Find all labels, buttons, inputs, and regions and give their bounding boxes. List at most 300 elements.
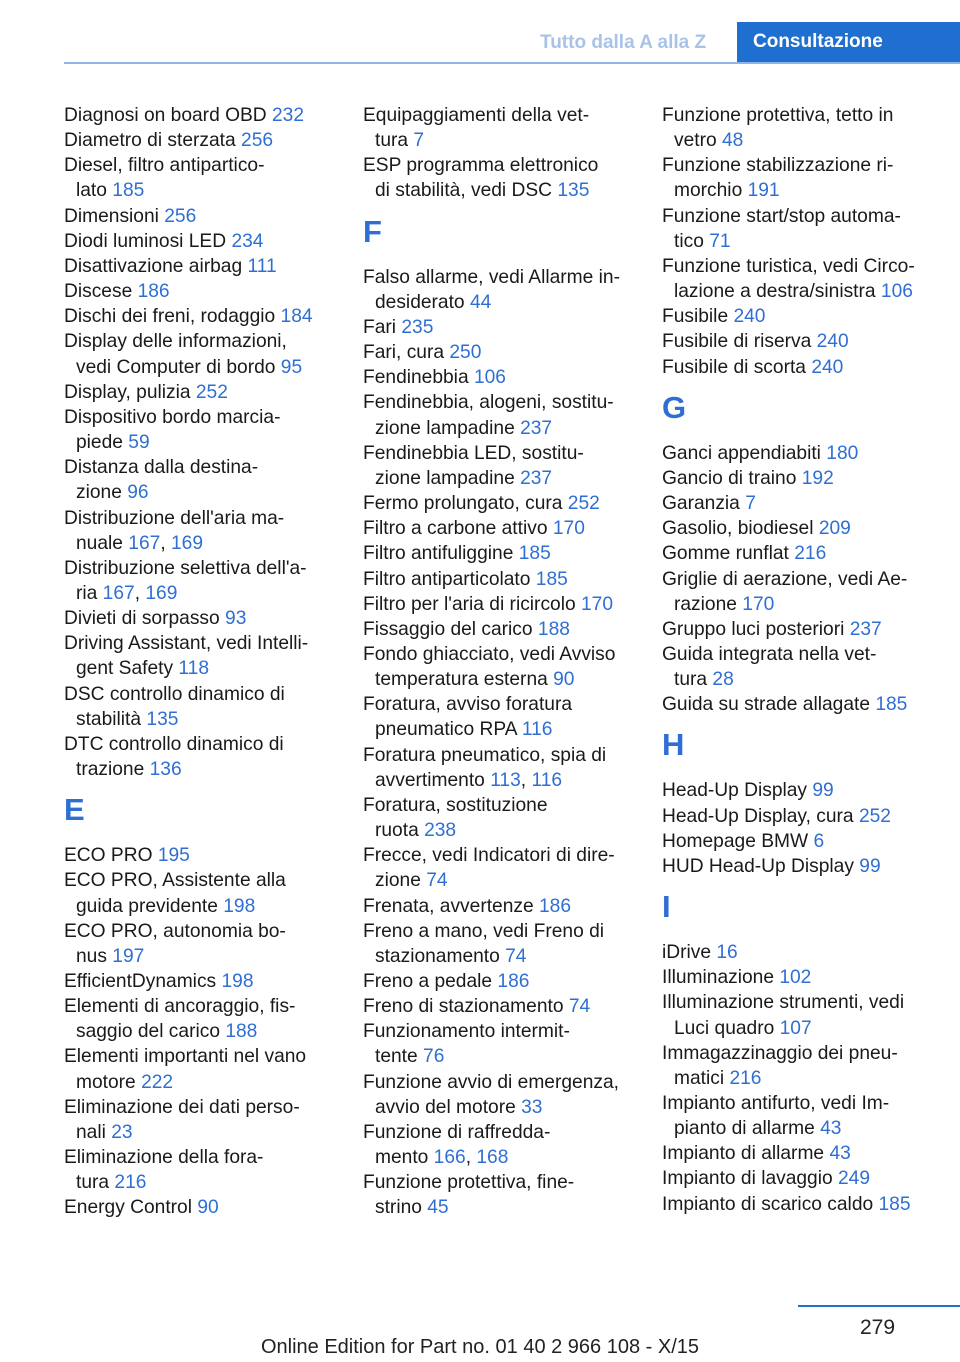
entry-term: Discese: [64, 281, 133, 303]
index-entry: [64, 682, 344, 732]
index-entry: [662, 692, 952, 717]
page-number: 279: [860, 1316, 896, 1339]
footer-divider: [798, 1305, 960, 1307]
page-reference-link[interactable]: 96: [127, 482, 149, 504]
entry-term: tura: [76, 1172, 110, 1194]
entry-term: Distribuzione selettiva dell'a-: [64, 557, 307, 579]
index-entry: [64, 204, 344, 229]
page-reference-link[interactable]: 106: [473, 367, 506, 389]
page-reference-link[interactable]: 102: [779, 967, 812, 989]
index-entry: [662, 153, 952, 203]
entry-term: Gomme runflat: [662, 543, 789, 565]
index-entry: [662, 642, 952, 692]
page-reference-link[interactable]: 237: [520, 417, 553, 439]
entry-term: lato: [76, 180, 107, 202]
page-reference-link[interactable]: 252: [858, 805, 891, 827]
page-reference-link[interactable]: 74: [568, 996, 591, 1018]
page-reference-link[interactable]: 74: [426, 870, 448, 892]
page-reference-link[interactable]: 240: [816, 331, 849, 353]
page-reference-link[interactable]: 76: [423, 1046, 445, 1068]
entry-term: Fissaggio del carico: [363, 618, 533, 640]
entry-term: Dischi dei freni, rodaggio: [64, 306, 276, 328]
entry-term: Fermo prolungato, cura: [363, 493, 563, 515]
index-entry: [363, 1170, 643, 1220]
page-reference-link[interactable]: 48: [722, 130, 744, 152]
entry-term: DTC controllo dinamico di: [64, 733, 284, 755]
entry-term: Garanzia: [662, 493, 740, 515]
entry-term: Fendinebbia, alogeni, sostitu-: [363, 392, 614, 414]
page-reference-link[interactable]: 170: [552, 518, 585, 540]
entry-term: mento: [375, 1147, 429, 1169]
index-entry: Distribuzione selettiva dell'a- ria 167, 169: [64, 557, 307, 604]
index-entry: [363, 692, 643, 742]
entry-term: Dispositivo bordo marcia-: [64, 406, 281, 428]
page-reference-link[interactable]: 237: [849, 618, 882, 640]
entry-term: Foratura pneumatico, spia di: [363, 744, 607, 766]
entry-term: Freno di stazionamento: [363, 996, 564, 1018]
index-entry: [363, 919, 643, 969]
index-entry: Funzione di raffredda- mento 166, 168: [363, 1121, 551, 1169]
page-reference-link[interactable]: 107: [779, 1017, 812, 1039]
index-entry: [363, 1070, 643, 1120]
entry-term: morchio: [674, 180, 743, 202]
page-reference-link[interactable]: 90: [553, 669, 575, 691]
index-entry: [64, 304, 344, 329]
index-letter-heading: G: [662, 389, 687, 425]
index-entry: [363, 265, 643, 315]
index-entry: [662, 355, 952, 380]
page-reference-link[interactable]: 43: [820, 1118, 842, 1140]
page-reference-link[interactable]: 192: [801, 467, 834, 489]
entry-term: gent Safety: [76, 658, 174, 680]
entry-term: Fari: [363, 316, 397, 338]
entry-term: lazione a destra/sinistra: [674, 281, 876, 303]
page-reference-link[interactable]: 235: [401, 316, 434, 338]
index-entry: [64, 405, 344, 455]
page-reference-link[interactable]: 135: [557, 180, 590, 202]
entry-term: Funzionamento intermit-: [363, 1021, 570, 1043]
entry-term: guida previdente: [76, 895, 218, 917]
index-entry: [662, 854, 952, 879]
page-reference-link[interactable]: 252: [567, 493, 600, 515]
page-reference-link[interactable]: 185: [878, 1193, 911, 1215]
page-reference-link[interactable]: 170: [742, 593, 775, 615]
index-entry: [662, 1192, 952, 1217]
index-entry: [64, 153, 344, 203]
page-reference-link[interactable]: 116: [531, 769, 563, 791]
page-reference-link[interactable]: 28: [712, 669, 734, 691]
index-entry: [64, 380, 344, 405]
entry-term: desiderato: [375, 291, 465, 313]
entry-term: Funzione start/stop automa-: [662, 205, 901, 227]
index-column-3: [662, 103, 952, 1217]
page-reference-link[interactable]: 216: [794, 543, 827, 565]
entry-term: stabilità: [76, 708, 142, 730]
page-reference-link[interactable]: 116: [521, 719, 553, 741]
page-reference-link[interactable]: 44: [469, 291, 492, 313]
page-reference-link[interactable]: 113: [490, 769, 521, 791]
entry-term: Filtro antifuliggine: [363, 543, 514, 565]
index-entry: [64, 631, 344, 681]
index-entry: [662, 304, 952, 329]
page-header: [0, 22, 960, 62]
index-entry: [662, 466, 952, 491]
index-entry: [363, 103, 643, 153]
entry-term: trazione: [76, 759, 145, 781]
page-reference-link[interactable]: 216: [114, 1172, 147, 1194]
page-reference-link[interactable]: 249: [838, 1168, 871, 1190]
entry-term: di stabilità, vedi DSC: [375, 180, 553, 202]
page-reference-link[interactable]: 6: [813, 830, 825, 852]
entry-term: Eliminazione dei dati perso-: [64, 1096, 300, 1118]
entry-term: Illuminazione: [662, 967, 774, 989]
entry-term: Ganci appendiabiti: [662, 442, 821, 464]
index-entry: [363, 441, 643, 491]
entry-term: Elementi di ancoraggio, fis-: [64, 996, 296, 1018]
entry-term: temperatura esterna: [375, 669, 548, 691]
entry-term: Diesel, filtro antipartico-: [64, 155, 265, 177]
entry-term: Energy Control: [64, 1197, 192, 1219]
entry-term: Elementi importanti nel vano: [64, 1046, 307, 1068]
page-reference-link[interactable]: 74: [505, 945, 527, 967]
index-entry: [64, 1145, 344, 1195]
entry-term: Frecce, vedi Indicatori di dire-: [363, 845, 615, 867]
page-reference-link[interactable]: 185: [112, 180, 145, 202]
entry-term: saggio del carico: [76, 1021, 220, 1043]
entry-term: pneumatico RPA: [375, 719, 517, 741]
entry-term: Display delle informazioni,: [64, 331, 287, 353]
entry-term: Fendinebbia: [363, 367, 469, 389]
page-reference-link[interactable]: 188: [537, 618, 570, 640]
entry-term: HUD Head-Up Display: [662, 855, 854, 877]
entry-term: strino: [375, 1197, 422, 1219]
entry-term: Fusibile: [662, 306, 729, 328]
index-column-2: [363, 103, 643, 1221]
index-letter-heading: E: [64, 792, 85, 828]
index-entry: [363, 516, 643, 541]
page-reference-link[interactable]: 7: [413, 130, 425, 152]
page-reference-link[interactable]: 170: [581, 593, 614, 615]
entry-term: Falso allarme, vedi Allarme in-: [363, 266, 620, 288]
entry-term: Divieti di sorpasso: [64, 608, 220, 630]
entry-term: Impianto di lavaggio: [662, 1168, 833, 1190]
entry-term: Gruppo luci posteriori: [662, 618, 845, 640]
entry-term: Diagnosi on board OBD: [64, 105, 267, 126]
page-reference-link[interactable]: 185: [518, 543, 551, 565]
entry-term: Luci quadro: [674, 1017, 775, 1039]
index-letter-heading: H: [662, 727, 685, 763]
page-reference-link[interactable]: 256: [241, 130, 274, 152]
index-entry: [363, 843, 643, 893]
entry-term: Foratura, avviso foratura: [363, 694, 573, 716]
entry-term: Distribuzione dell'aria ma-: [64, 507, 285, 529]
index-entry: [363, 153, 643, 203]
entry-term: Diodi luminosi LED: [64, 230, 227, 252]
index-entry: [662, 617, 952, 642]
index-entry: [64, 254, 344, 279]
entry-term: Fusibile di riserva: [662, 331, 812, 353]
entry-term: Griglie di aerazione, vedi Ae-: [662, 568, 908, 590]
edition-note: Online Edition for Part no. 01 40 2 966 108 - X/15: [260, 1336, 700, 1358]
index-entry: [64, 455, 344, 505]
page-reference-link[interactable]: 198: [223, 895, 256, 917]
page-reference-link[interactable]: 90: [197, 1197, 219, 1219]
index-entry: [363, 567, 643, 592]
entry-term: Immagazzinaggio dei pneu-: [662, 1042, 898, 1064]
entry-term: Funzione di raffredda-: [363, 1121, 551, 1143]
page-reference-link[interactable]: 184: [280, 306, 313, 328]
entry-term: Funzione avvio di emergenza,: [363, 1071, 619, 1093]
entry-term: Head-Up Display, cura: [662, 805, 854, 827]
index-entry: [363, 541, 643, 566]
entry-term: Funzione protettiva, fine-: [363, 1172, 575, 1194]
page-reference-link[interactable]: 95: [280, 356, 303, 378]
index-entry: [363, 894, 643, 919]
header-divider: [64, 62, 960, 64]
index-entry: [662, 1166, 952, 1191]
index-entry: [662, 1041, 952, 1091]
index-entry: [363, 793, 643, 843]
entry-term: Impianto antifurto, vedi Im-: [662, 1093, 890, 1114]
page-reference-link[interactable]: 188: [225, 1021, 258, 1043]
index-entry: [662, 829, 952, 854]
page-reference-link[interactable]: 197: [112, 945, 145, 967]
index-entry: [662, 329, 952, 354]
page-reference-link[interactable]: 23: [111, 1121, 133, 1143]
page-reference-link[interactable]: 166: [433, 1147, 466, 1169]
entry-term: zione lampadine: [375, 417, 515, 439]
index-entry: [363, 315, 643, 340]
entry-term: tura: [375, 130, 409, 152]
page-reference-link[interactable]: 16: [716, 942, 738, 964]
entry-term: Distanza dalla destina-: [64, 457, 259, 479]
page-reference-link[interactable]: 99: [859, 855, 881, 877]
entry-term: ECO PRO: [64, 845, 153, 867]
page-reference-link[interactable]: 118: [178, 658, 210, 680]
entry-term: Impianto di allarme: [662, 1143, 825, 1165]
index-entry: [64, 128, 344, 153]
page-reference-link[interactable]: 7: [745, 493, 756, 515]
index-entry: Foratura pneumatico, spia di avvertimento 113, 116: [363, 744, 607, 791]
entry-term: Fondo ghiacciato, vedi Avviso: [363, 643, 616, 665]
entry-term: vetro: [674, 130, 717, 152]
index-entry: [64, 919, 344, 969]
entry-term: avvio del motore: [375, 1096, 516, 1118]
entry-term: Gancio di traino: [662, 467, 797, 489]
page-reference-link[interactable]: 43: [829, 1143, 851, 1165]
index-entry: [662, 1141, 952, 1166]
page-reference-link[interactable]: 186: [497, 971, 530, 992]
entry-term: Funzione turistica, vedi Circo-: [662, 255, 915, 277]
entry-term: stazionamento: [375, 945, 500, 967]
index-entry: [662, 778, 952, 803]
entry-term: avvertimento: [375, 769, 485, 791]
entry-term: Foratura, sostituzione: [363, 794, 548, 816]
index-entry: [662, 491, 952, 516]
index-entry: [662, 940, 952, 965]
index-entry: [662, 965, 952, 990]
page-reference-link[interactable]: 186: [137, 281, 170, 303]
entry-term: iDrive: [662, 942, 712, 964]
entry-term: piede: [76, 432, 123, 454]
page-reference-link[interactable]: 106: [880, 281, 913, 303]
entry-term: Filtro per l'aria di ricircolo: [363, 593, 576, 615]
index-column-1: [64, 103, 344, 1221]
page-reference-link[interactable]: 240: [733, 306, 766, 328]
entry-term: zione lampadine: [375, 467, 515, 489]
page-reference-link[interactable]: 238: [424, 820, 457, 842]
entry-term: Gasolio, biodiesel: [662, 518, 814, 540]
entry-term: Eliminazione della fora-: [64, 1147, 264, 1169]
index-entry: [662, 990, 952, 1040]
page-reference-link[interactable]: 167: [102, 582, 135, 604]
entry-term: Impianto di scarico caldo: [662, 1193, 874, 1215]
index-entry: Distribuzione dell'aria ma- nuale 167, 169: [64, 507, 285, 554]
index-entry: [662, 103, 952, 153]
entry-term: pianto di allarme: [674, 1118, 815, 1140]
entry-term: ESP programma elettronico: [363, 155, 599, 177]
page-reference-link[interactable]: 186: [539, 895, 572, 917]
page-reference-link[interactable]: 169: [170, 532, 203, 554]
entry-term: vedi Computer di bordo: [76, 356, 276, 378]
entry-term: motore: [76, 1071, 136, 1093]
section-title: Tutto dalla A alla Z: [540, 32, 707, 53]
index-entry: [363, 491, 643, 516]
entry-term: Dimensioni: [64, 205, 159, 227]
entry-term: ECO PRO, autonomia bo-: [64, 920, 286, 942]
page-reference-link[interactable]: 93: [225, 608, 247, 630]
page-reference-link[interactable]: 216: [729, 1067, 762, 1089]
entry-term: Illuminazione strumenti, vedi: [662, 992, 905, 1014]
index-entry: [363, 994, 643, 1019]
entry-term: nali: [76, 1121, 106, 1143]
page-reference-link[interactable]: 59: [128, 432, 150, 454]
page-reference-link[interactable]: 168: [476, 1147, 509, 1169]
index-letter-heading: F: [363, 213, 382, 249]
page-reference-link[interactable]: 111: [247, 255, 277, 277]
index-entry: [363, 592, 643, 617]
entry-term: Filtro a carbone attivo: [363, 518, 548, 540]
index-entry: [662, 254, 952, 304]
index-entry: [64, 732, 344, 782]
page-reference-link[interactable]: 45: [427, 1197, 449, 1219]
entry-term: Fari, cura: [363, 342, 445, 364]
page-reference-link[interactable]: 237: [520, 467, 553, 489]
index-entry: [64, 969, 344, 994]
page-reference-link[interactable]: 180: [826, 442, 859, 464]
page-reference-link[interactable]: 167: [128, 532, 161, 554]
entry-term: Funzione protettiva, tetto in: [662, 105, 894, 126]
entry-term: Head-Up Display: [662, 780, 808, 802]
index-entry: [662, 204, 952, 254]
entry-term: Filtro antiparticolato: [363, 568, 531, 590]
page-reference-link[interactable]: 33: [521, 1096, 543, 1118]
index-entry: [662, 441, 952, 466]
entry-term: Frenata, avvertenze: [363, 895, 534, 917]
index-entry: [662, 541, 952, 566]
index-entry: [64, 606, 344, 631]
entry-term: DSC controllo dinamico di: [64, 683, 285, 705]
entry-term: nus: [76, 945, 107, 967]
index-entry: [64, 868, 344, 918]
index-entry: [363, 617, 643, 642]
entry-term: tico: [674, 230, 704, 252]
entry-term: matici: [674, 1067, 725, 1089]
entry-term: zione: [375, 870, 421, 892]
index-letter-heading: I: [662, 889, 671, 925]
page-reference-link[interactable]: 250: [449, 342, 482, 364]
page-reference-link[interactable]: 99: [812, 780, 834, 802]
page-reference-link[interactable]: 240: [811, 356, 844, 378]
entry-term: Guida su strade allagate: [662, 694, 870, 716]
index-entry: [64, 1044, 344, 1094]
entry-term: Fusibile di scorta: [662, 356, 806, 378]
index-entry: [64, 329, 344, 379]
index-entry: [363, 365, 643, 390]
entry-term: Diametro di sterzata: [64, 130, 236, 152]
entry-term: ECO PRO, Assistente alla: [64, 870, 286, 892]
entry-term: tente: [375, 1046, 418, 1068]
page-reference-link[interactable]: 191: [747, 180, 780, 202]
entry-term: ria: [76, 582, 98, 604]
page-reference-link[interactable]: 232: [272, 105, 305, 126]
page-reference-link[interactable]: 222: [141, 1071, 174, 1093]
page-reference-link[interactable]: 169: [145, 582, 178, 604]
entry-term: Display, pulizia: [64, 381, 191, 403]
page-reference-link[interactable]: 195: [157, 845, 190, 867]
chapter-tab: Consultazione: [737, 22, 960, 62]
entry-term: EfficientDynamics: [64, 971, 217, 992]
page-reference-link[interactable]: 71: [709, 230, 731, 252]
index-entry: [64, 103, 344, 128]
index-entry: [64, 994, 344, 1044]
index-entry: [64, 1095, 344, 1145]
page-reference-link[interactable]: 136: [149, 759, 182, 781]
index-entry: [662, 516, 952, 541]
page-reference-link[interactable]: 185: [875, 694, 908, 716]
page-reference-link[interactable]: 198: [221, 971, 254, 992]
entry-term: razione: [674, 593, 737, 615]
index-entry: [363, 969, 643, 994]
index-entry: [662, 1091, 952, 1141]
entry-term: Equipaggiamenti della vet-: [363, 105, 590, 126]
index-entry: [64, 229, 344, 254]
index-entry: [363, 390, 643, 440]
index-entry: [64, 279, 344, 304]
page-reference-link[interactable]: 256: [164, 205, 197, 227]
entry-term: Disattivazione airbag: [64, 255, 243, 277]
index-entry: [363, 642, 643, 692]
index-entry: [662, 804, 952, 829]
entry-term: Guida integrata nella vet-: [662, 643, 877, 665]
page-reference-link[interactable]: 185: [535, 568, 568, 590]
page-reference-link[interactable]: 234: [231, 230, 264, 252]
entry-term: Driving Assistant, vedi Intelli-: [64, 633, 309, 655]
entry-term: nuale: [76, 532, 123, 554]
entry-term: Freno a mano, vedi Freno di: [363, 920, 605, 942]
entry-term: zione: [76, 482, 122, 504]
entry-term: Funzione stabilizzazione ri-: [662, 155, 894, 177]
entry-term: Freno a pedale: [363, 971, 493, 992]
index-entry: [64, 843, 344, 868]
entry-term: tura: [674, 669, 708, 691]
page-reference-link[interactable]: 135: [146, 708, 179, 730]
page-reference-link[interactable]: 209: [818, 518, 851, 540]
page-reference-link[interactable]: 252: [195, 381, 228, 403]
entry-term: Fendinebbia LED, sostitu-: [363, 442, 584, 464]
index-entry: [363, 1019, 643, 1069]
entry-term: Homepage BMW: [662, 830, 809, 852]
